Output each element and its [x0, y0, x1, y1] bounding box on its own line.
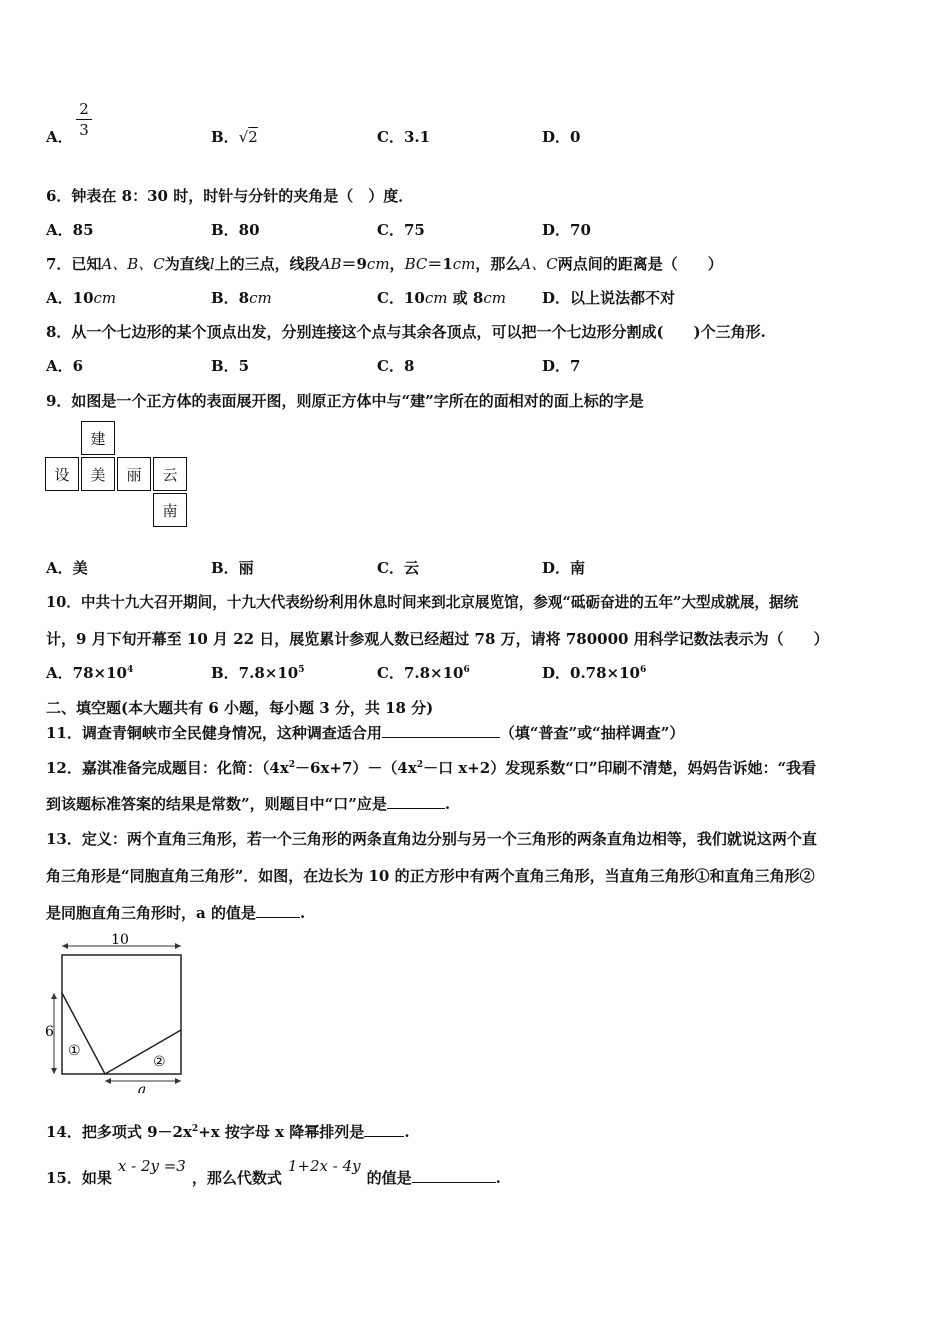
q7-stem-part: 为直线: [164, 255, 210, 273]
q12-exponent: 2: [416, 760, 424, 770]
fraction-numerator: 2: [79, 100, 89, 118]
q15-target-expression: 1+2x - 4y: [287, 1157, 361, 1175]
q9-option-b: B．丽: [211, 559, 254, 577]
fraction-denominator: 3: [79, 121, 89, 139]
q5-option-b: [211, 127, 258, 147]
q7-option-d: D．以上说法都不对: [542, 289, 676, 307]
q8-option-a: A．6: [46, 357, 84, 375]
q12-text: 到该题标准答案的结果是常数”，则题目中“口”应是: [46, 795, 387, 813]
q5-option-d: D．0: [542, 128, 581, 146]
q15-text: ，那么代数式: [191, 1169, 282, 1187]
q13-square-figure: [40, 928, 200, 1093]
label-top-10: 10: [111, 932, 129, 948]
q7-stem-part: 上的三点，线段: [214, 255, 320, 273]
q7-option-a-text: A．10: [46, 289, 94, 307]
arrow-left-icon: [62, 943, 68, 949]
q8-option-d: D．7: [542, 357, 581, 375]
q13-stem-line2: 角三角形是“同胞直角三角形”．如图，在边长为 10 的正方形中有两个直角三角形，当直角三角形①和直角三角形②: [46, 867, 815, 885]
q5-option-a-label: A．: [46, 128, 73, 146]
q15-stem: [46, 1157, 501, 1188]
q6-option-c: C．75: [377, 221, 425, 239]
q7-stem-unit: cm: [452, 255, 476, 273]
q7-stem-bc: BC: [404, 255, 428, 273]
arrow-right-icon: [175, 943, 181, 949]
q9-option-a: A．美: [46, 559, 88, 577]
q10-option-b-exponent: 5: [298, 665, 305, 675]
q10-option-c-text: C．7.8×10: [377, 664, 464, 682]
q7-option-c-unit: cm: [483, 289, 506, 307]
q7-stem-part: ＝9: [341, 255, 367, 273]
q8-stem: 8．从一个七边形的某个顶点出发，分别连接这个点与其余各顶点，可以把一个七边形分割成( )个三角形.: [46, 323, 766, 341]
q15-text: .: [495, 1169, 501, 1187]
q10-option-a: [46, 663, 133, 683]
answer-blank[interactable]: [387, 794, 445, 809]
fraction-bar: [76, 119, 92, 120]
q7-stem-part: ＝1: [427, 255, 453, 273]
q11-text: （填“普查”或“抽样调查”）: [499, 724, 685, 742]
q6-option-a: A．85: [46, 221, 94, 239]
q15-condition-expression: x - 2y =3: [117, 1157, 186, 1175]
section-heading: 二、填空题(本大题共有 6 小题，每小题 3 分，共 18 分): [46, 699, 434, 717]
q7-option-a: [46, 288, 116, 308]
net-cell-mei: 美: [81, 457, 115, 491]
q10-option-c-exponent: 6: [463, 665, 470, 675]
q9-option-d: D．南: [542, 559, 586, 577]
q12-text: 12．嘉淇准备完成题目：化简：（4x: [46, 759, 289, 777]
q7-option-b-text: B．8: [211, 289, 250, 307]
net-cell-yun: 云: [153, 457, 187, 491]
q11-stem: [46, 723, 684, 743]
q7-option-c: [377, 288, 506, 308]
net-cell-she: 设: [45, 457, 79, 491]
answer-blank[interactable]: [382, 723, 500, 738]
arrow-up-icon: [51, 993, 57, 999]
q13-stem-line3: [46, 903, 305, 923]
triangle-2-label: ②: [153, 1054, 166, 1070]
q11-text: 11．调查青铜峡市全民健身情况，这种调查适合用: [46, 724, 382, 742]
q7-stem-part: ，那么: [475, 255, 521, 273]
q14-text: 14．把多项式 9－2x: [46, 1123, 192, 1141]
q5-option-b-radicand: 2: [248, 128, 258, 146]
arrow-down-icon: [51, 1068, 57, 1074]
arrow-left-icon: [105, 1078, 111, 1084]
q7-option-c-text: C．10: [377, 289, 425, 307]
q9-option-c: C．云: [377, 559, 419, 577]
q13-text: 是同胞直角三角形时，a 的值是: [46, 904, 256, 922]
q7-option-b: [211, 288, 272, 308]
q10-stem-line1: 10．中共十九大召开期间，十九大代表纷纷利用休息时间来到北京展览馆，参观“砥砺奋进的五年”大型成就展，据统: [46, 594, 799, 611]
answer-blank[interactable]: [412, 1168, 496, 1183]
q9-stem: 9．如图是一个正方体的表面展开图，则原正方体中与“建”字所在的面相对的面上标的字是: [46, 392, 644, 410]
q7-stem: [46, 254, 723, 274]
q12-exponent: 2: [288, 760, 296, 770]
q10-option-d: [542, 663, 646, 683]
sqrt-icon: √2: [238, 128, 258, 146]
q10-option-c: [377, 663, 470, 683]
answer-blank[interactable]: [256, 903, 300, 918]
q13-stem-line1: 13．定义：两个直角三角形，若一个三角形的两条直角边分别与另一个三角形的两条直角边相等，我们就说这两个直: [46, 830, 817, 848]
q12-stem-line1: [46, 758, 816, 778]
q15-text: 15．如果: [46, 1169, 112, 1187]
q7-stem-line-l: l: [209, 255, 215, 273]
q10-option-a-text: A．78×10: [46, 664, 127, 682]
q5-option-b-label: B．: [211, 128, 239, 146]
q7-option-c-text: 或 8: [447, 289, 484, 307]
q14-stem: [46, 1122, 410, 1142]
q10-option-a-exponent: 4: [126, 665, 134, 675]
label-left-6: 6: [45, 1024, 54, 1040]
q10-option-d-exponent: 6: [639, 665, 647, 675]
q6-stem: 6．钟表在 8：30 时，时针与分针的夹角是（ ）度．: [46, 187, 414, 205]
q6-option-d: D．70: [542, 221, 591, 239]
q10-option-b: [211, 663, 304, 683]
q12-text: －6x+7）－（4x: [295, 759, 417, 777]
q7-stem-ab: AB: [319, 255, 342, 273]
net-cell-li: 丽: [117, 457, 151, 491]
q14-exponent: 2: [191, 1124, 199, 1134]
answer-blank[interactable]: [364, 1122, 404, 1137]
label-bottom-a: a: [137, 1082, 147, 1093]
q14-text: .: [404, 1123, 410, 1141]
net-cell-nan: 南: [153, 493, 187, 527]
q7-stem-ac: A、C: [520, 255, 558, 273]
q5-option-a-fraction: [76, 100, 92, 139]
q7-option-c-unit: cm: [424, 289, 448, 307]
net-cell-jian: 建: [81, 421, 115, 455]
q6-option-b: B．80: [211, 221, 260, 239]
q10-stem-line2: 计，9 月下旬开幕至 10 月 22 日，展览累计参观人数已经超过 78 万，请将 780000 用科学记数法表示为（ ）: [46, 630, 829, 648]
q12-stem-line2: [46, 794, 450, 814]
q5-option-c: C．3.1: [377, 128, 431, 146]
arrow-right-icon: [175, 1078, 181, 1084]
q8-option-c: C．8: [377, 357, 415, 375]
q7-option-b-unit: cm: [249, 289, 272, 307]
q7-stem-part: ，: [389, 255, 405, 273]
q14-text: +x 按字母 x 降幂排列是: [198, 1123, 365, 1141]
q12-text: .: [444, 795, 451, 813]
q10-option-d-text: D．0.78×10: [542, 664, 640, 682]
q7-stem-unit: cm: [366, 255, 390, 273]
q12-text: －口 x+2）发现系数“口”印刷不清楚，妈妈告诉她：“我看: [423, 759, 817, 777]
q15-text: 的值是: [366, 1169, 412, 1187]
q13-text: .: [299, 904, 306, 922]
q7-stem-part: 两点间的距离是（ ）: [557, 255, 723, 273]
q7-stem-part: 7．已知: [46, 255, 102, 273]
q7-stem-points: A、B、C: [101, 255, 165, 273]
q8-option-b: B．5: [211, 357, 250, 375]
q7-option-a-unit: cm: [93, 289, 117, 307]
q10-option-b-text: B．7.8×10: [211, 664, 299, 682]
triangle-1-label: ①: [68, 1043, 81, 1059]
